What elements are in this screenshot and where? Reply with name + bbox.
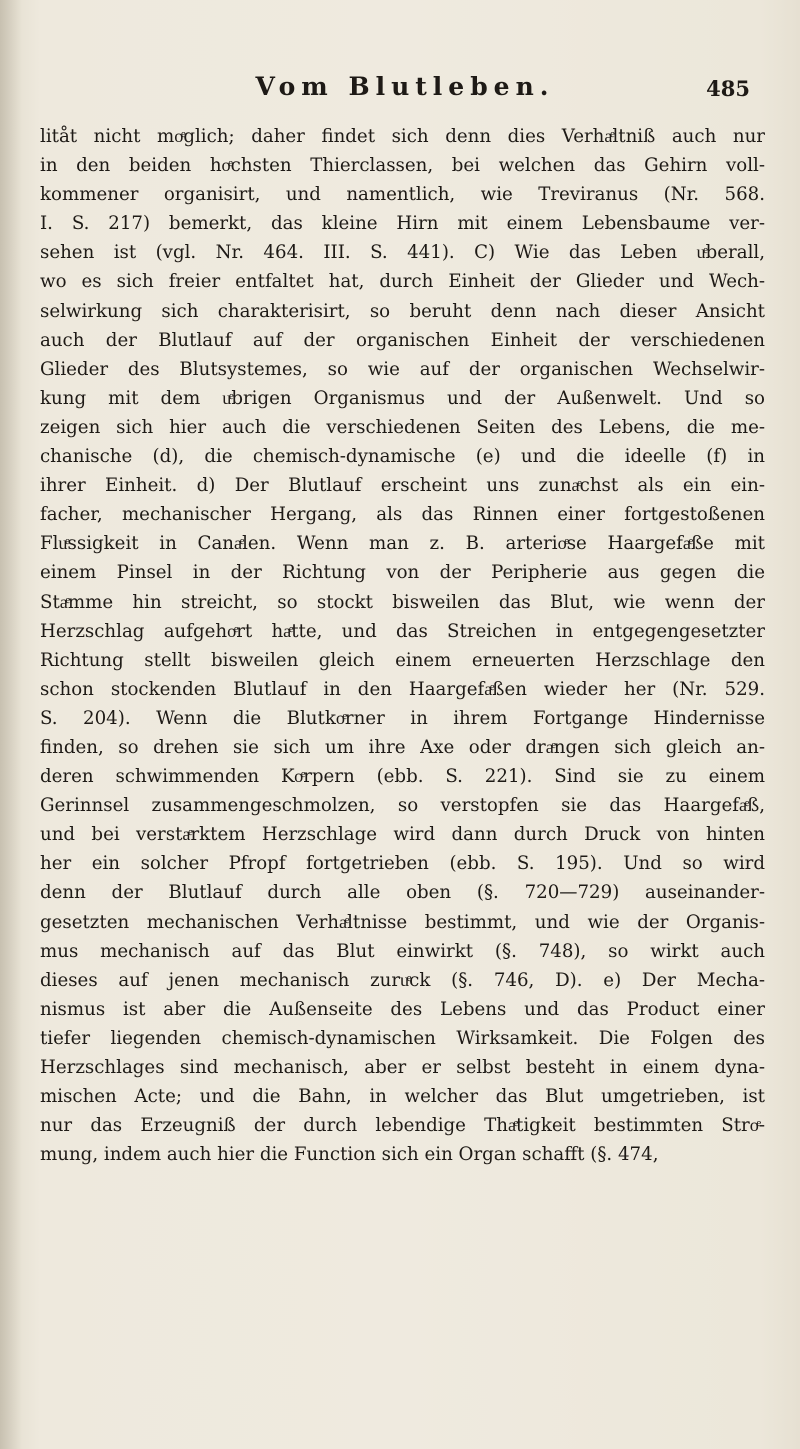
body-text xyxy=(40,122,765,1169)
text-line: Glieder des Blutsystemes, so wie auf der organischen Wechselwir- xyxy=(40,358,765,380)
text-line: sehen ist (vgl. Nr. 464. III. S. 441). C) Wie das Leben uͤberall, xyxy=(40,242,765,264)
text-line: Fluͤssigkeit in Canaͤlen. Wenn man z. B. arterioͤse Haargefaͤße mit xyxy=(40,533,765,555)
text-line: dieses auf jenen mechanisch zuruͤck (§. 746, D). e) Der Mecha- xyxy=(40,969,765,991)
text-line: I. S. 217) bemerkt, das kleine Hirn mit einem Lebensbaume ver- xyxy=(40,213,765,235)
text-line: tiefer liegenden chemisch-dynamischen Wirksamkeit. Die Folgen des xyxy=(40,1027,765,1049)
page-number: 485 xyxy=(706,76,750,101)
text-line: wo es sich freier entfaltet hat, durch Einheit der Glieder und Wech- xyxy=(40,271,765,293)
text-line: facher, mechanischer Hergang, als das Rinnen einer fortgestoßenen xyxy=(40,504,765,526)
text-line: schon stockenden Blutlauf in den Haargefaͤßen wieder her (Nr. 529. xyxy=(40,678,765,700)
text-line: finden, so drehen sie sich um ihre Axe oder draͤngen sich gleich an- xyxy=(40,736,765,758)
running-title: Vom Blutleben. xyxy=(255,72,555,101)
text-line: und bei verstaͤrktem Herzschlage wird dann durch Druck von hinten xyxy=(40,824,765,846)
text-line: auch der Blutlauf auf der organischen Einheit der verschiedenen xyxy=(40,329,765,351)
text-line: einem Pinsel in der Richtung von der Peripherie aus gegen die xyxy=(40,562,765,584)
text-line: Richtung stellt bisweilen gleich einem erneuerten Herzschlage den xyxy=(40,649,765,671)
text-line: nur das Erzeugniß der durch lebendige Thaͤtigkeit bestimmten Stroͤ- xyxy=(40,1115,765,1137)
gutter-shadow xyxy=(0,0,22,1449)
text-line: ihrer Einheit. d) Der Blutlauf erscheint uns zunaͤchst als ein ein- xyxy=(40,475,765,497)
text-line: Staͤmme hin streicht, so stockt bisweilen das Blut, wie wenn der xyxy=(40,591,765,613)
text-line: gesetzten mechanischen Verhaͤltnisse bestimmt, und wie der Organis- xyxy=(40,911,765,933)
page-header xyxy=(60,68,750,108)
text-line: Herzschlages sind mechanisch, aber er selbst besteht in einem dyna- xyxy=(40,1057,765,1078)
text-line: S. 204). Wenn die Blutkoͤrner in ihrem Fortgange Hindernisse xyxy=(40,707,765,729)
text-line: mung, indem auch hier die Function sich ein Organ schafft (§. 474, xyxy=(40,1144,659,1166)
text-line: mischen Acte; und die Bahn, in welcher das Blut umgetrieben, ist xyxy=(40,1086,765,1108)
text-line: denn der Blutlauf durch alle oben (§. 720—729) auseinander- xyxy=(40,882,765,904)
text-line: litåt nicht moͤglich; daher findet sich denn dies Verhaͤltniß auch nur xyxy=(40,126,765,147)
text-line: Herzschlag aufgehoͤrt haͤtte, und das Streichen in entgegengesetzter xyxy=(40,620,765,642)
text-line: chanische (d), die chemisch-dynamische (e) und die ideelle (f) in xyxy=(40,446,765,468)
text-line: kommener organisirt, und namentlich, wie Treviranus (Nr. 568. xyxy=(40,184,765,206)
text-line: in den beiden hoͤchsten Thierclassen, bei welchen das Gehirn voll- xyxy=(40,155,765,177)
text-line: her ein solcher Pfropf fortgetrieben (ebb. S. 195). Und so wird xyxy=(40,853,765,875)
text-line: zeigen sich hier auch die verschiedenen Seiten des Lebens, die me- xyxy=(40,416,765,438)
text-line: kung mit dem uͤbrigen Organismus und der Außenwelt. Und so xyxy=(40,387,765,409)
text-line: nismus ist aber die Außenseite des Lebens und das Product einer xyxy=(40,998,765,1020)
text-line: mus mechanisch auf das Blut einwirkt (§. 748), so wirkt auch xyxy=(40,940,765,962)
text-line: selwirkung sich charakterisirt, so beruht denn nach dieser Ansicht xyxy=(40,300,765,322)
text-line: Gerinnsel zusammengeschmolzen, so verstopfen sie das Haargefaͤß, xyxy=(40,795,765,817)
text-line: deren schwimmenden Koͤrpern (ebb. S. 221). Sind sie zu einem xyxy=(40,766,765,788)
